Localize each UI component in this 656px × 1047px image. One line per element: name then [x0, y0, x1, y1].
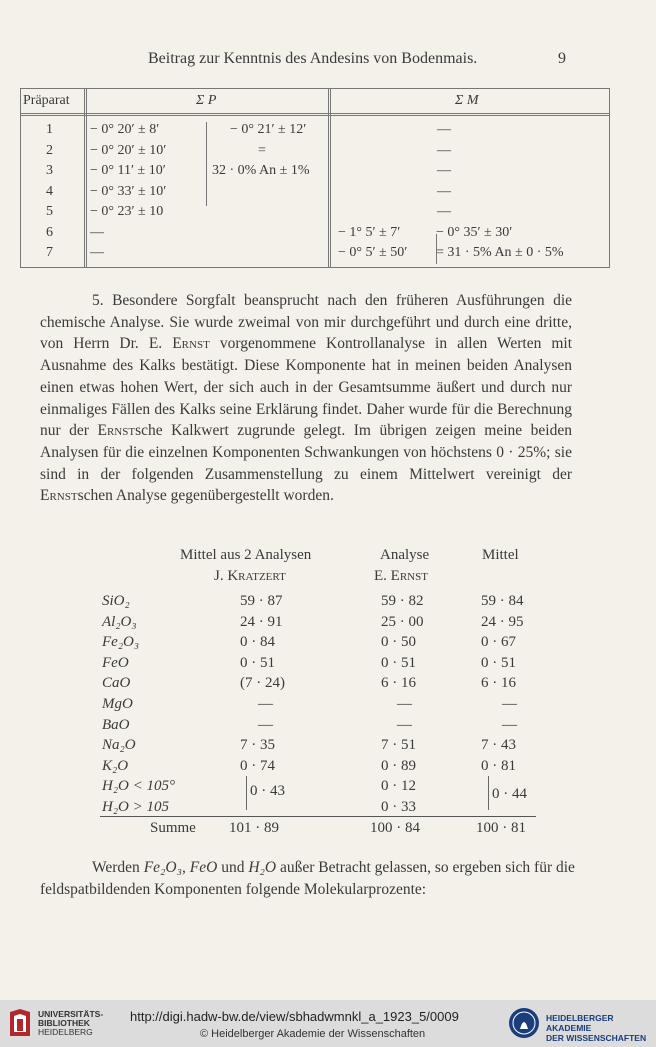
paragraph-5 [40, 290, 572, 507]
copyright-notice: © Heidelberger Akademie der Wissenschaften [200, 1028, 426, 1040]
head-mittel: Mittel [482, 547, 519, 563]
para-text: Werden [92, 859, 140, 876]
extinction-table [20, 88, 610, 268]
value-mittel: 59 · 84 [481, 593, 524, 609]
sum-label: Summe [150, 820, 196, 836]
footer-bar [0, 1000, 656, 1047]
praeparat-number: 1 [46, 122, 53, 137]
sigma-p-value: − 0° 20′ ± 10′ [90, 142, 167, 158]
sigma-p-mean: 32 · 0% An ± 1% [212, 163, 310, 178]
header-sigma-m: Σ M [455, 93, 479, 108]
value-ernst: — [397, 696, 412, 712]
para-text: vorgenommene Kontrollanalyse in allen Werten mit Ausnahme des Kalks bestätigt. Diese Komponente hat in meinen beiden Analysen einen etwas hohen Wert, der sich auch in der Gesamtsumme äußert und durch nur einmaliges Fällen des Kalks seine Erklärung findet. Daher wurde für die Berechnung nur der [40, 335, 573, 440]
praeparat-number: 6 [46, 224, 53, 240]
header-sigma-p: Σ P [196, 93, 217, 108]
brace [432, 234, 437, 264]
component-label: H₂O < 105° [102, 778, 176, 795]
head-analyse: Analyse [380, 547, 430, 563]
sigma-p-value: — [90, 224, 104, 240]
component-label: K₂O [102, 757, 129, 774]
library-name-line: BIBLIOTHEK [38, 1018, 90, 1028]
component-label: SiO₂ [102, 593, 130, 609]
value-kratzert: — [258, 696, 273, 712]
component-label: CaO [102, 675, 131, 692]
value-mittel: 6 · 16 [481, 675, 516, 692]
praeparat-number: 4 [46, 183, 53, 199]
academy-name-line: DER WISSENSCHAFTEN [546, 1033, 647, 1043]
component-label: Al₂O₃ [102, 613, 137, 630]
author-ernst: Ernst [97, 422, 136, 440]
sigma-m-value: — [437, 122, 451, 137]
formula: H₂O [248, 859, 277, 876]
praeparat-number: 5 [46, 204, 53, 219]
sigma-p-mean: − 0° 21′ ± 12′ [230, 122, 307, 137]
sigma-m-value: — [437, 142, 451, 158]
value-mittel: — [502, 716, 517, 733]
sigma-p-value: − 0° 23′ ± 10 [90, 204, 164, 219]
value-ernst: 0 · 33 [381, 799, 416, 815]
running-title: Beitrag zur Kenntnis des Andesins von Bodenmais. [148, 50, 478, 67]
praeparat-number: 7 [46, 245, 53, 260]
sigma-m-value: — [437, 204, 451, 219]
source-url-link[interactable]: http://digi.hadw-bw.de/view/sbhadwmnkl_a_1923_5/0009 [130, 1009, 459, 1024]
head-mittel-analysen: Mittel aus 2 Analysen [180, 547, 312, 563]
sigma-m-value: — [437, 183, 451, 199]
para-text: außer Betracht gelassen, so ergeben sich für die feldspatbildenden Komponenten folgende Molekularprozente: [40, 859, 575, 898]
sum-rule [100, 816, 536, 817]
para-text: schen Analyse gegenübergestellt worden. [77, 487, 334, 505]
sum-ernst: 100 · 84 [370, 820, 420, 836]
value-ernst: 0 · 12 [381, 778, 416, 795]
value-ernst: 25 · 00 [381, 613, 424, 630]
value-kratzert: 0 · 74 [240, 757, 275, 774]
header-praeparat: Präparat [23, 93, 70, 108]
closing-paragraph [40, 857, 580, 901]
value-mittel: — [502, 696, 517, 712]
value-mittel: 0 · 51 [481, 654, 516, 671]
header-rule [20, 113, 610, 116]
value-mittel: 0 · 81 [481, 757, 516, 774]
component-label: FeO [102, 654, 129, 671]
sigma-p-value: − 0° 33′ ± 10′ [90, 183, 167, 199]
library-logo-icon [8, 1008, 32, 1038]
para-text: und [221, 859, 245, 876]
water-mittel: 0 · 43 [250, 783, 285, 799]
value-ernst: 0 · 89 [381, 757, 416, 774]
component-label: Na₂O [102, 737, 136, 754]
library-name [38, 1010, 103, 1037]
sigma-m-mean: = 31 · 5% An ± 0 · 5% [436, 245, 564, 260]
head-ernst: E. Ernst [374, 568, 428, 584]
library-name-line: UNIVERSITÄTS- [38, 1009, 104, 1019]
value-kratzert: 0 · 84 [240, 634, 275, 651]
head-kratzert: J. Kratzert [214, 568, 286, 584]
value-mittel: 0 · 67 [481, 634, 516, 651]
sigma-p-value: − 0° 20′ ± 8′ [90, 122, 160, 137]
para-text: 5. Besondere Sorgfalt beansprucht nach den früheren Ausführungen die chemische Analyse. Sie wurde zweimal von mir durchgeführt und durch eine dritte, von Herrn Dr. E. [40, 292, 572, 353]
sum-mittel: 100 · 81 [476, 820, 526, 836]
component-label: H₂O > 105 [102, 799, 170, 815]
value-ernst: — [397, 716, 412, 733]
component-label: Fe₂O₃ [102, 634, 140, 651]
para-text: sche Kalkwert zugrunde gelegt. Im übrigen zeigen meine beiden Analysen für die einzelnen Komponenten Schwankungen von höchstens 0 · 25%; sie sind in der folgenden Zusammenstellung zu einem Mittelwert vereinigt der [40, 422, 572, 483]
sigma-p-mean: = [258, 142, 266, 158]
formula: Fe₂O₃, [143, 859, 186, 876]
formula: FeO [189, 859, 218, 876]
value-mittel: 24 · 95 [481, 613, 524, 630]
value-kratzert: — [258, 716, 273, 733]
academy-name-line: HEIDELBERGER AKADEMIE [546, 1013, 614, 1033]
value-ernst: 59 · 82 [381, 593, 424, 609]
value-kratzert: 59 · 87 [240, 593, 283, 609]
brace [202, 122, 207, 206]
value-ernst: 6 · 16 [381, 675, 416, 692]
value-kratzert: 7 · 35 [240, 737, 275, 754]
author-ernst: Ernst [40, 487, 78, 505]
page-number: 9 [558, 50, 566, 67]
author-ernst: Ernst [172, 335, 210, 353]
sigma-m-mean: − 0° 35′ ± 30′ [436, 224, 513, 240]
sigma-p-value: — [90, 245, 104, 260]
value-ernst: 7 · 51 [381, 737, 416, 754]
water-mittel2: 0 · 44 [492, 786, 527, 802]
sigma-m-value: — [437, 163, 451, 178]
sigma-p-value: − 0° 11′ ± 10′ [90, 163, 166, 178]
component-label: BaO [102, 716, 130, 733]
sum-kratzert: 101 · 89 [229, 820, 279, 836]
library-name-line: HEIDELBERG [38, 1027, 93, 1037]
academy-name [546, 1013, 656, 1043]
value-ernst: 0 · 50 [381, 634, 416, 651]
praeparat-number: 2 [46, 142, 53, 158]
academy-seal-icon [508, 1007, 540, 1039]
value-kratzert: 24 · 91 [240, 613, 283, 630]
component-label: MgO [102, 696, 133, 712]
value-ernst: 0 · 51 [381, 654, 416, 671]
value-kratzert: (7 · 24) [240, 675, 285, 692]
sigma-m-value: − 0° 5′ ± 50′ [338, 245, 408, 260]
sigma-m-value: − 1° 5′ ± 7′ [338, 224, 401, 240]
value-kratzert: 0 · 51 [240, 654, 275, 671]
value-mittel: 7 · 43 [481, 737, 516, 754]
praeparat-number: 3 [46, 163, 53, 178]
